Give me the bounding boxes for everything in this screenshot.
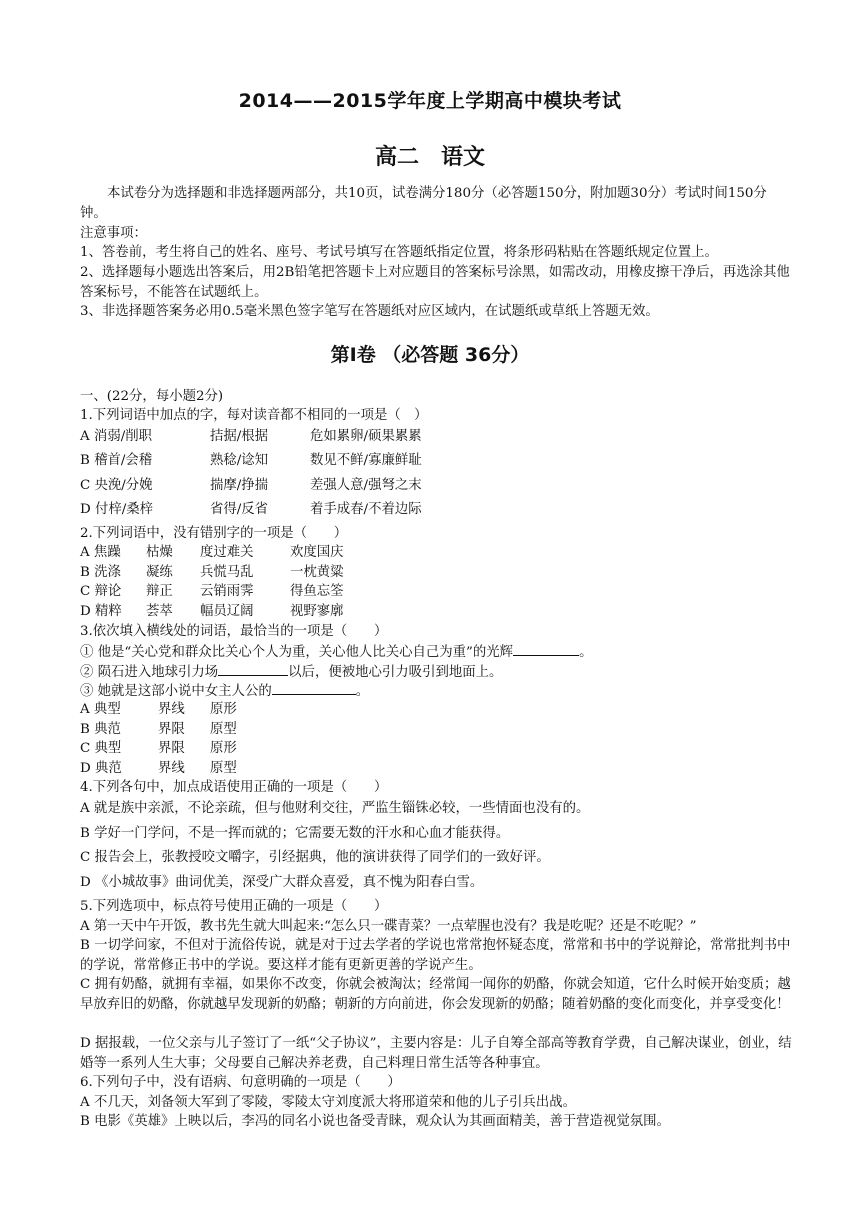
q2-b-1: B 洗涤 — [80, 565, 121, 580]
q1-d-1: D 付梓/桑梓 — [80, 502, 154, 517]
q3-c-3: 原形 — [210, 741, 237, 756]
q1-b-3: 数见不鲜/寡廉鲜耻 — [310, 453, 422, 468]
q3-sentence-2 — [80, 661, 792, 682]
exam-subtitle: 高二 语文 — [374, 145, 485, 170]
q1-c-3: 差强人意/强弩之末 — [310, 478, 422, 493]
q3-blank-2 — [218, 661, 288, 676]
q1-a-2: 拮据/根据 — [210, 429, 269, 444]
q2-c-1: C 辩论 — [80, 584, 122, 599]
part1-title: 第Ⅰ卷 （必答题 36分） — [330, 344, 530, 366]
q1-d-3: 着手成春/不着边际 — [310, 502, 422, 517]
q2-c-2: 辩正 — [146, 584, 173, 599]
q2-option-c — [80, 582, 792, 601]
q5-option-b: B 一切学问家，不但对于流俗传说，就是对于过去学者的学说也常常抱怀疑态度，常常和书中的学说辩论，常常批判书中的学说，常常修正书中的学说。要这样才能有更新更善的学说产生。 — [80, 938, 791, 973]
q3-option-c — [80, 739, 792, 758]
q3-sentence-1 — [80, 641, 792, 662]
q2-stem: 2.下列词语中，没有错别字的一项是（ ） — [80, 526, 348, 541]
q6-option-b: B 电影《英雄》上映以后，李冯的同名小说也备受青睐，观众认为其画面精美，善于营造视觉氛围。 — [80, 1114, 670, 1129]
q3-s2-text-b: 以后，便被地心引力吸引到地面上。 — [288, 665, 503, 680]
q2-b-2: 凝练 — [146, 565, 173, 580]
q3-s2-text-a: ② 陨石进入地球引力场 — [80, 665, 219, 680]
q3-option-d — [80, 759, 792, 778]
q2-d-3: 幅员辽阔 — [200, 604, 254, 619]
q3-sentence-3 — [80, 680, 792, 701]
q1-option-b — [80, 451, 792, 470]
note-1: 1、答卷前，考生将自己的姓名、座号、考试号填写在答题纸指定位置，将条形码粘贴在答题纸规定位置上。 — [80, 245, 718, 260]
q1-a-1: A 消弱/削职 — [80, 429, 153, 444]
q1-c-2: 揣摩/挣揣 — [210, 478, 269, 493]
q3-a-3: 原形 — [210, 702, 237, 717]
q2-c-4: 得鱼忘筌 — [290, 584, 344, 599]
q2-d-1: D 精粹 — [80, 604, 122, 619]
q2-d-4: 视野寥廓 — [290, 604, 344, 619]
note-2: 2、选择题每小题选出答案后，用2B铅笔把答题卡上对应题目的答案标号涂黑，如需改动，用橡皮擦干净后，再选涂其他答案标号，不能答在试题纸上。 — [80, 265, 790, 300]
q3-a-1: A 典型 — [80, 702, 121, 717]
q2-b-4: 一枕黄粱 — [290, 565, 344, 580]
q3-c-2: 界限 — [158, 741, 185, 756]
q3-s3-end: 。 — [355, 684, 370, 699]
q2-option-a — [80, 543, 792, 562]
q3-option-a — [80, 700, 792, 719]
q1-option-d — [80, 500, 792, 519]
q3-d-1: D 典范 — [80, 761, 122, 776]
q4-option-c: C 报告会上，张教授咬文嚼字，引经据典，他的演讲获得了同学们的一致好评。 — [80, 850, 550, 865]
q1-c-1: C 央浼/分娩 — [80, 478, 153, 493]
section-heading: 一、(22分，每小题2分) — [80, 389, 224, 404]
q1-b-2: 熟稔/谂知 — [210, 453, 269, 468]
q5-option-d: D 据报载，一位父亲与儿子签订了一纸“父子协议”，主要内容是：儿子自筹全部高等教育学费，自己解决谋业，创业，结婚等一系列人生大事；父母要自己解决养老费，自己料理日常生活等各种事宜。 — [80, 1036, 792, 1071]
q4-option-b: B 学好一门学问，不是一挥而就的；它需要无数的汗水和心血才能获得。 — [80, 826, 510, 841]
exam-title: 2014——2015学年度上学期高中模块考试 — [238, 90, 622, 112]
q1-d-2: 省得/反省 — [210, 502, 269, 517]
q2-option-b — [80, 563, 792, 582]
note-3: 3、非选择题答案务必用0.5毫米黑色签字笔写在答题纸对应区域内，在试题纸或草纸上答题无效。 — [80, 304, 659, 319]
q1-b-1: B 稽首/会稽 — [80, 453, 153, 468]
q5-option-c: C 拥有奶酪，就拥有幸福，如果你不改变，你就会被淘汰；经常闻一闻你的奶酪，你就会知道，它什么时候开始变质；越早放弃旧的奶酪，你就越早发现新的奶酪；朝新的方向前进，你会发现新的奶酪；随着奶酪的变化而变化，并享受变化！ — [80, 977, 791, 1012]
q1-a-3: 危如累卵/硕果累累 — [310, 429, 422, 444]
q2-c-3: 云销雨霁 — [200, 584, 254, 599]
q2-a-4: 欢度国庆 — [290, 545, 344, 560]
notes-title: 注意事项： — [80, 226, 147, 241]
q1-option-c — [80, 476, 792, 495]
q2-a-2: 枯燥 — [146, 545, 173, 560]
q2-option-d — [80, 602, 792, 621]
q2-d-2: 荟萃 — [146, 604, 173, 619]
q3-d-3: 原型 — [210, 761, 237, 776]
q5-stem: 5.下列选项中，标点符号使用正确的一项是（ ） — [80, 899, 388, 914]
q3-b-2: 界限 — [158, 722, 185, 737]
q3-blank-1 — [513, 641, 579, 656]
q5-option-a: A 第一天中午开饭，教书先生就大叫起来:“怎么只一碟青菜？一点荤腥也没有？我是吃呢？还是不吃呢？” — [80, 919, 697, 934]
q3-s1-text: ① 他是“关心党和群众比关心个人为重，关心他人比关心自己为重”的光辉 — [80, 645, 514, 660]
q3-d-2: 界线 — [158, 761, 185, 776]
q6-option-a: A 不几天，刘备领大军到了零陵，零陵太守刘度派大将邢道荣和他的儿子引兵出战。 — [80, 1095, 576, 1110]
q1-option-a — [80, 427, 792, 446]
q3-s3-text: ③ 她就是这部小说中女主人公的 — [80, 684, 272, 699]
q2-a-3: 度过难关 — [200, 545, 254, 560]
q3-s1-end: 。 — [579, 645, 593, 660]
q4-stem: 4.下列各句中，加点成语使用正确的一项是（ ） — [80, 780, 388, 795]
q3-b-3: 原型 — [210, 722, 237, 737]
q3-option-b — [80, 720, 792, 739]
q4-option-d: D 《小城故事》曲词优美，深受广大群众喜爱，真不愧为阳春白雪。 — [80, 875, 484, 890]
q3-c-1: C 典型 — [80, 741, 122, 756]
q3-a-2: 界线 — [158, 702, 185, 717]
intro-paragraph: 本试卷分为选择题和非选择题两部分，共10页，试卷满分180分（必答题150分，附加题30分）考试时间150分钟。 — [80, 186, 767, 221]
q6-stem: 6.下列句子中，没有语病、句意明确的一项是（ ） — [80, 1075, 401, 1090]
q1-stem: 1.下列词语中加点的字，每对读音都不相同的一项是（ ） — [80, 408, 428, 423]
q2-a-1: A 焦躁 — [80, 545, 121, 560]
q2-b-3: 兵慌马乱 — [200, 565, 254, 580]
q4-option-a: A 就是族中亲派，不论亲疏，但与他财利交往，严监生锱铢必较，一些情面也没有的。 — [80, 801, 590, 816]
q3-stem: 3.依次填入横线处的词语，最恰当的一项是（ ） — [80, 624, 388, 639]
q3-b-1: B 典范 — [80, 722, 121, 737]
q3-blank-3 — [272, 680, 356, 695]
